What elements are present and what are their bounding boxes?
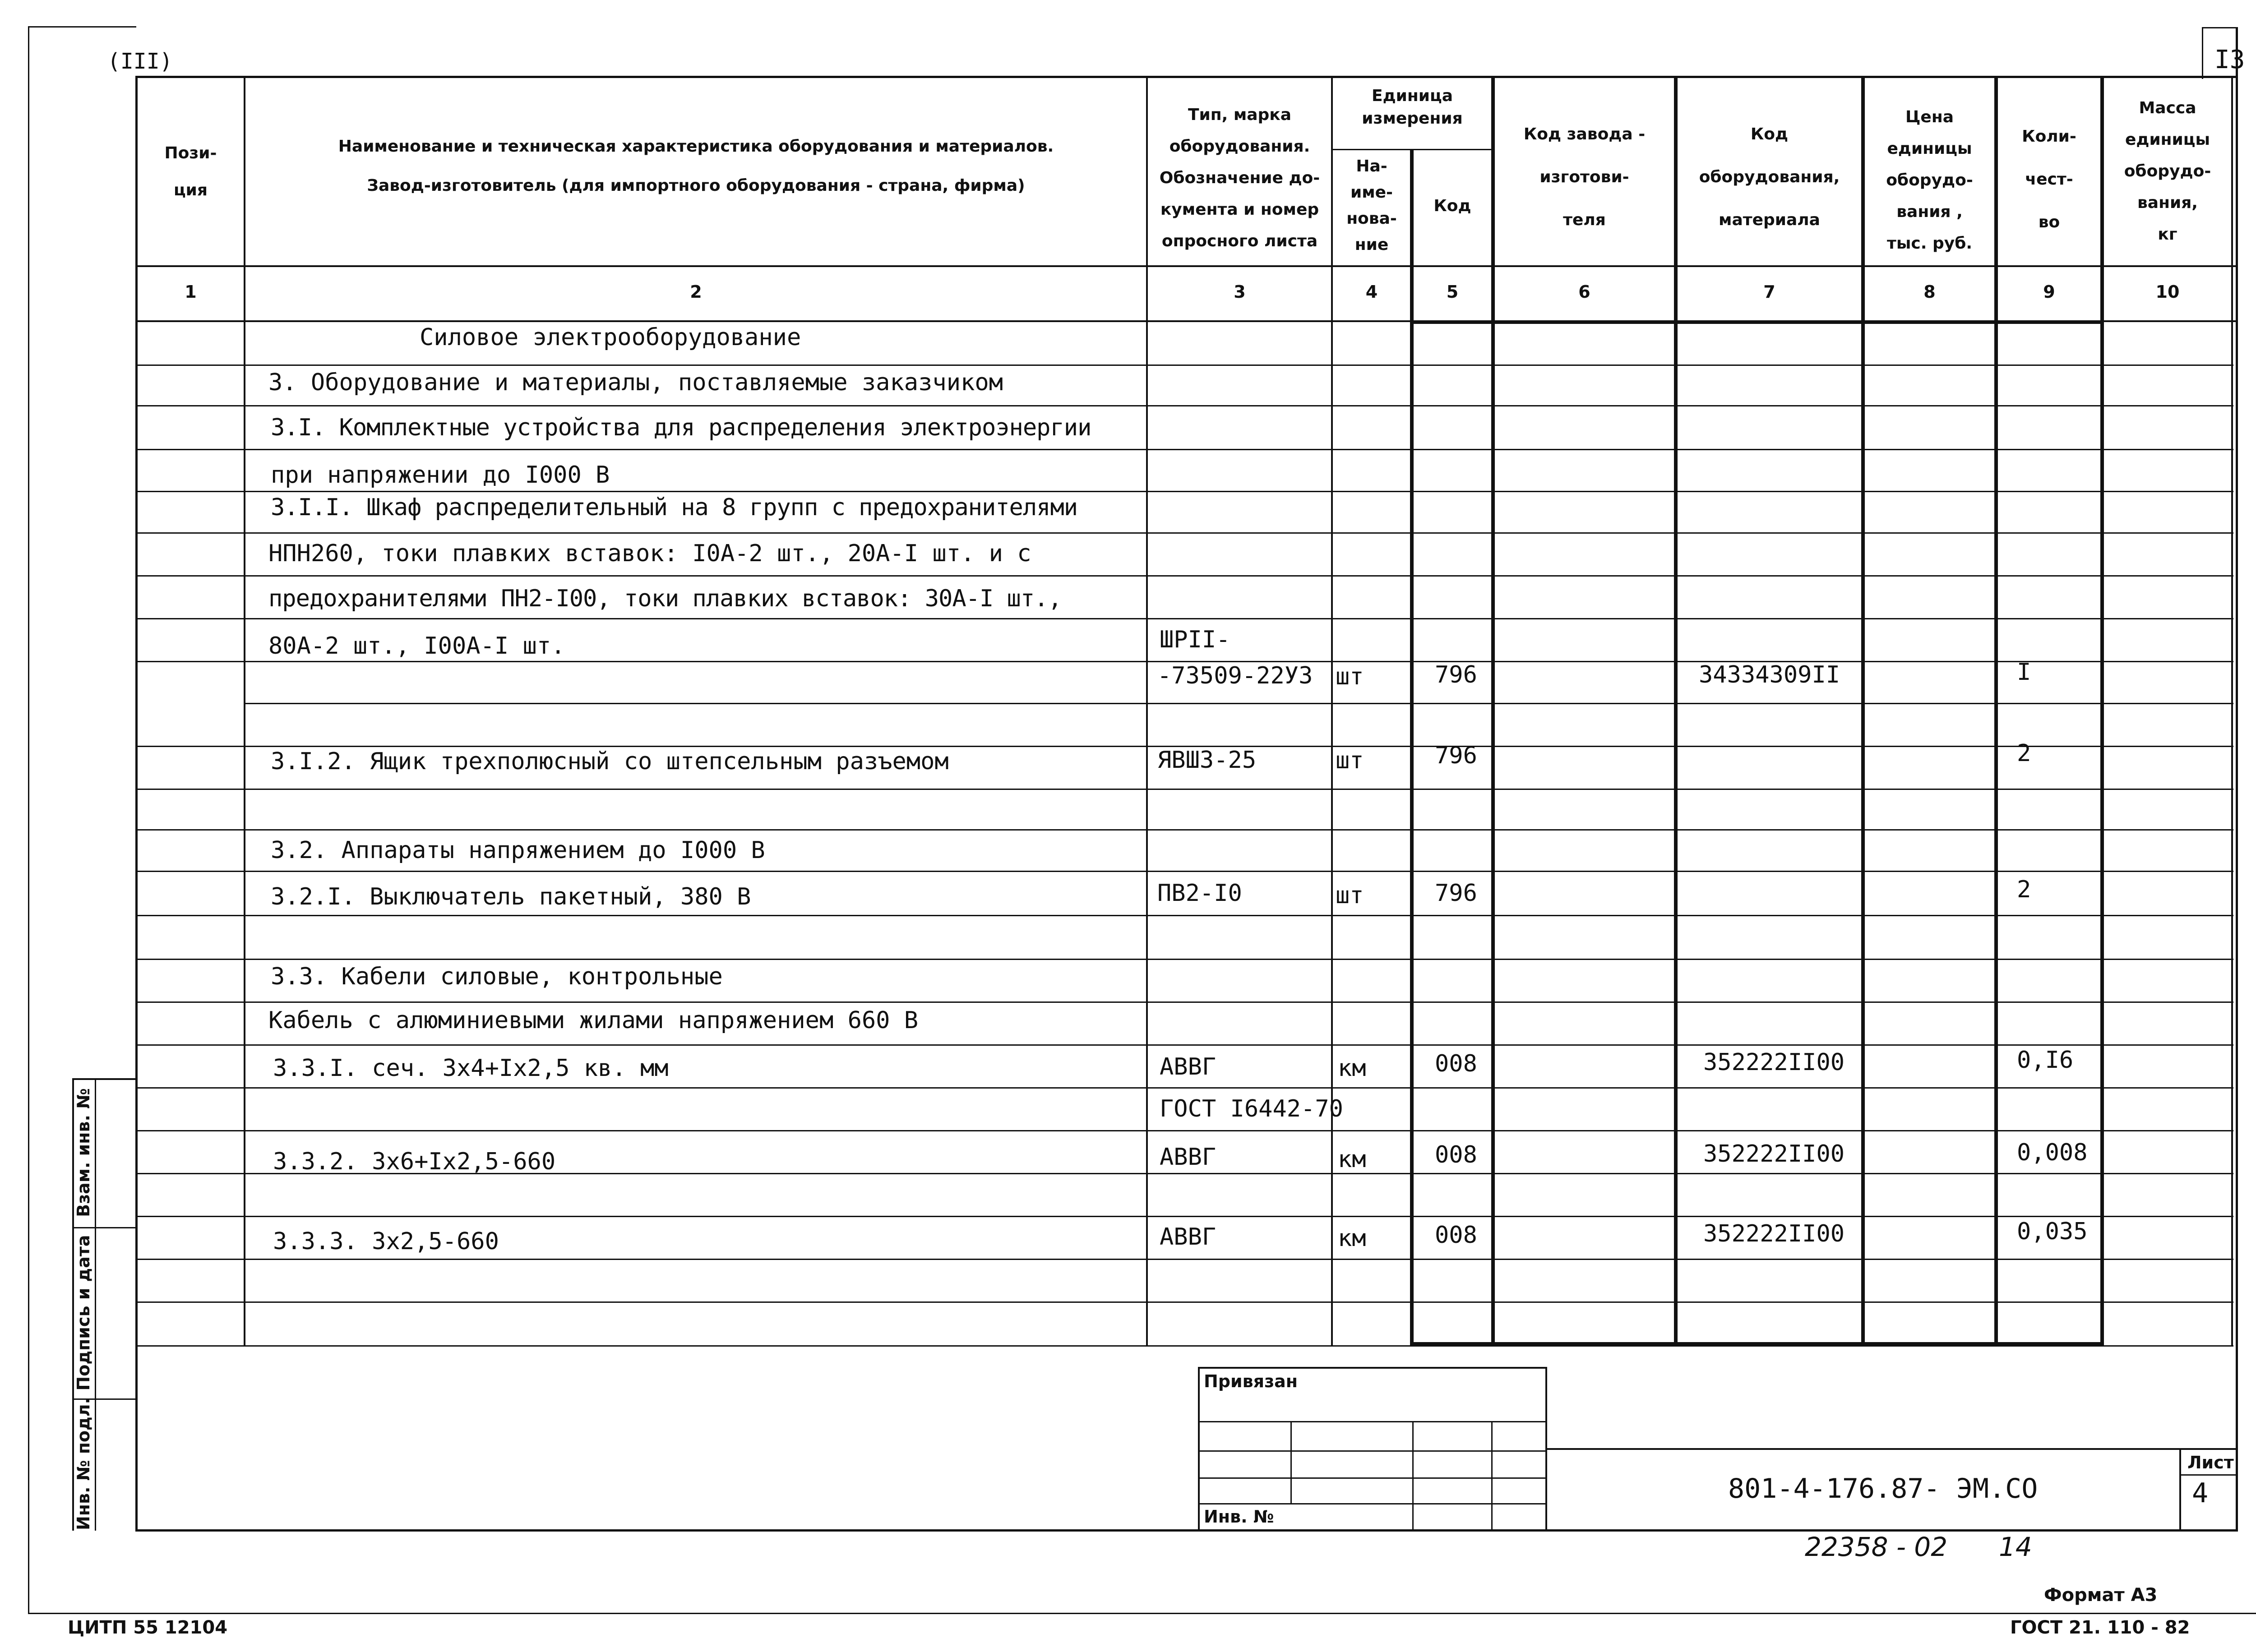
item-unit: км [1338,1146,1366,1173]
item-type: АВВГ [1160,1223,1216,1251]
item-material-code: 352222II00 [1703,1140,1845,1167]
item-quantity: 0,008 [2017,1139,2088,1166]
item-quantity: 2 [2017,876,2031,903]
item-code: 796 [1435,661,1477,688]
header-position: Пози- ция [164,144,217,199]
header-mass: Масса единицы оборудо- вания, кг [2124,99,2211,244]
item-type: АВВГ [1160,1053,1216,1080]
document-code: 801-4-176.87- ЭМ.СО [1728,1473,2038,1504]
item-unit: шт [1336,882,1364,909]
item-name: 3.I. Комплектные устройства для распределения электроэнергии [271,414,1091,441]
col-number: 9 [2043,282,2055,302]
item-material-code: 352222II00 [1703,1220,1845,1247]
item-name: 3.3.2. 3х6+Iх2,5-660 [273,1148,556,1175]
header-quantity: Коли- чест- во [2022,127,2076,231]
corner-mark: (III) [107,49,173,74]
item-type: ЯВШ3-25 [1157,747,1257,774]
stamp-code: ЦИТП 55 12104 [68,1617,228,1638]
header-unit-name: На- име- нова- ние [1346,157,1397,254]
header-unit-code: Код [1433,197,1471,215]
item-name: 3.3.3. 3х2,5-660 [273,1228,499,1255]
item-code: 008 [1435,1050,1477,1077]
inv-no-label: Инв. № [1204,1507,1274,1527]
item-name: 3.3.I. сеч. 3х4+Iх2,5 кв. мм [273,1055,669,1082]
col-number: 4 [1365,282,1378,302]
item-quantity: 2 [2017,740,2031,767]
col-number: 7 [1763,282,1775,302]
item-type: АВВГ [1160,1144,1216,1171]
item-quantity: 0,035 [2017,1218,2088,1245]
header-price: Цена единицы оборудо- вания , тыс. руб. [1886,108,1973,253]
header-factory-code: Код завода - изготови- теля [1523,125,1646,229]
item-unit: шт [1336,663,1364,690]
item-name: 3.3. Кабели силовые, контрольные [271,963,723,990]
item-unit: км [1338,1055,1366,1082]
item-quantity: I [2017,659,2031,686]
section-title: Силовое электрооборудование [420,324,801,351]
standard-label: ГОСТ 21. 110 - 82 [2010,1617,2190,1638]
item-quantity: 0,I6 [2017,1047,2074,1074]
header-type: Тип, марка оборудования. Обозначение до- кумента и номер опросного листа [1159,106,1320,250]
item-name: 3.2. Аппараты напряжением до I000 В [271,837,765,864]
item-unit: км [1338,1225,1366,1252]
item-type: ПВ2-I0 [1157,880,1242,907]
privyazan-label: Привязан [1204,1371,1298,1391]
col-number: 8 [1923,282,1936,302]
list-label: Лист [2187,1453,2234,1472]
item-type: -73509-22У3 [1157,662,1313,689]
col-number: 5 [1446,282,1459,302]
list-number: 4 [2192,1477,2209,1509]
item-unit: шт [1336,747,1364,774]
col-number: 2 [690,282,702,302]
item-name: при напряжении до I000 В [271,461,610,489]
item-name: 3. Оборудование и материалы, поставляемые заказчиком [268,369,1003,396]
item-name: 3.I.I. Шкаф распределительный на 8 групп с предохранителями [271,494,1078,521]
side-stamp-inv-podl: Инв. № подл. [74,1397,93,1531]
item-name: 80А-2 шт., I00А-I шт. [268,632,565,660]
item-material-code: 352222II00 [1703,1049,1845,1076]
side-stamp-vzam-inv: Взам. инв. № [74,1088,93,1217]
item-code: 796 [1435,742,1477,769]
item-name: 3.2.I. Выключатель пакетный, 380 В [271,883,751,910]
col-number: 3 [1234,282,1246,302]
format-label: Формат А3 [2044,1585,2158,1606]
item-code: 008 [1435,1222,1477,1249]
item-name: Кабель с алюминиевыми жилами напряжением 660 В [268,1007,919,1034]
col-number: 6 [1578,282,1590,302]
archive-page: 14 [1999,1532,2032,1562]
side-stamp-podpis: Подпись и дата [74,1235,93,1391]
item-code: 008 [1435,1141,1477,1168]
header-name: Наименование и техническая характеристика оборудования и материалов. Завод-изготовитель (для импортного оборудования - страна, фирма) [338,137,1054,195]
header-unit-group: Единица измерения [1362,87,1463,128]
col-number: 10 [2155,282,2180,302]
page-number: I3 [2214,45,2245,74]
item-name: НПН260, токи плавких вставок: I0А-2 шт., 20А-I шт. и с [268,540,1031,567]
item-material-code: 34334309II [1699,661,1840,688]
item-type: ГОСТ I6442-70 [1160,1095,1343,1122]
item-type: ШРII- [1160,626,1230,653]
item-name: 3.I.2. Ящик трехполюсный со штепсельным разъемом [271,748,949,775]
item-name: предохранителями ПН2-I00, токи плавких вставок: 30А-I шт., [268,585,1062,612]
archive-number: 22358 - 02 [1805,1532,1948,1562]
header-material-code: Код оборудования, материала [1699,125,1840,229]
col-number: 1 [185,282,197,302]
item-code: 796 [1435,880,1477,907]
